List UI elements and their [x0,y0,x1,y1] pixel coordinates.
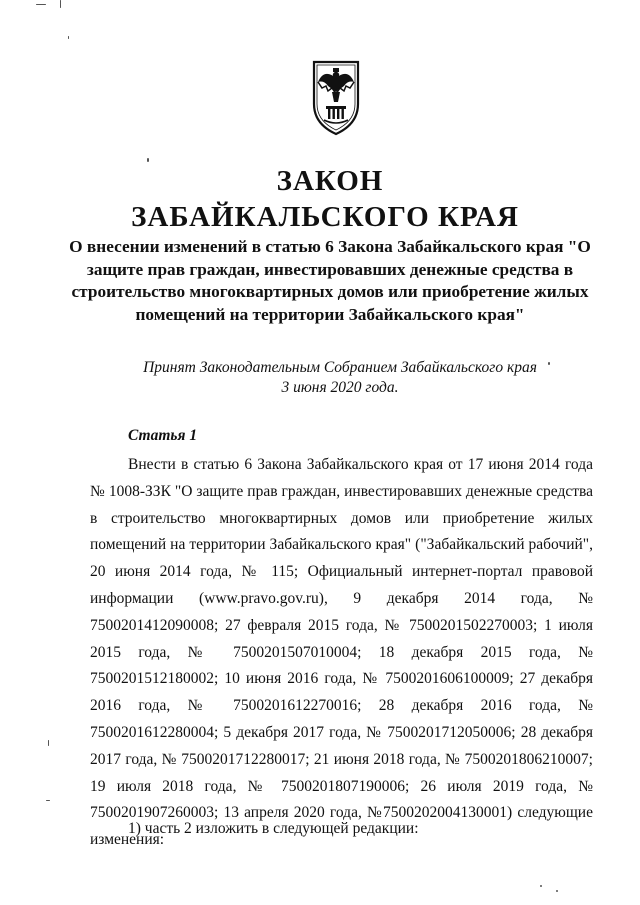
adoption-line-1: Принят Законодательным Собранием Забайкальского края [143,359,537,376]
adoption-date: 3 июня 2020 года. [281,379,399,396]
scan-speck [60,0,61,8]
scan-speck [548,362,550,365]
scan-speck [556,890,558,892]
clause-1: 1) часть 2 изложить в следующей редакции: [128,820,419,837]
coat-of-arms-icon [304,58,368,138]
article-body: Внести в статью 6 Закона Забайкальского края от 17 июня 2014 года № 1008-ЗЗК "О защите прав граждан, инвестировавших денежные средства в строительство многоквартирных домов или приобретение жилых помещений на территории Забайкальского края" ("Забайкальский рабочий", 20 июня 2014 года, № 115; Официальный интернет-портал правовой информации (www.pravo.gov.ru), 9 декабря 2014 года, № 7500201412090008; 27 февраля 2015 года, № 7500201502270003; 1 июля 2015 года, № 7500201507010004; 18 декабря 2015 года, № 7500201512180002; 10 июня 2016 года, № 7500201606100009; 27 декабря 2016 года, № 7500201612270016; 28 декабря 2016 года, № 7500201612280004; 5 декабря 2017 года, № 7500201712050006; 28 декабря 2017 года, № 7500201712280017; 21 июня 2018 года, № 7500201806210007; 19 июля 2018 года, № 7500201807190006; 26 июля 2019 года, № 7500201907260003; 13 апреля 2020 года, №7500202004130001) следующие изменения: [90,456,593,849]
scan-speck [68,36,69,39]
scan-speck [48,740,49,746]
law-title: ЗАКОН [276,165,384,197]
scan-speck [36,4,46,5]
adoption-note [100,358,580,398]
law-subtitle: О внесении изменений в статью 6 Закона Забайкальского края "О защите прав граждан, инвестировавших денежные средства в строительство многоквартирных домов или приобретение жилых помещений на территории Забайкальского края" [69,237,591,324]
article-heading: Статья 1 [128,427,198,444]
scan-speck [147,158,149,162]
scan-speck [540,885,542,887]
scan-speck [46,800,50,801]
region-title: ЗАБАЙКАЛЬСКОГО КРАЯ [131,201,519,233]
